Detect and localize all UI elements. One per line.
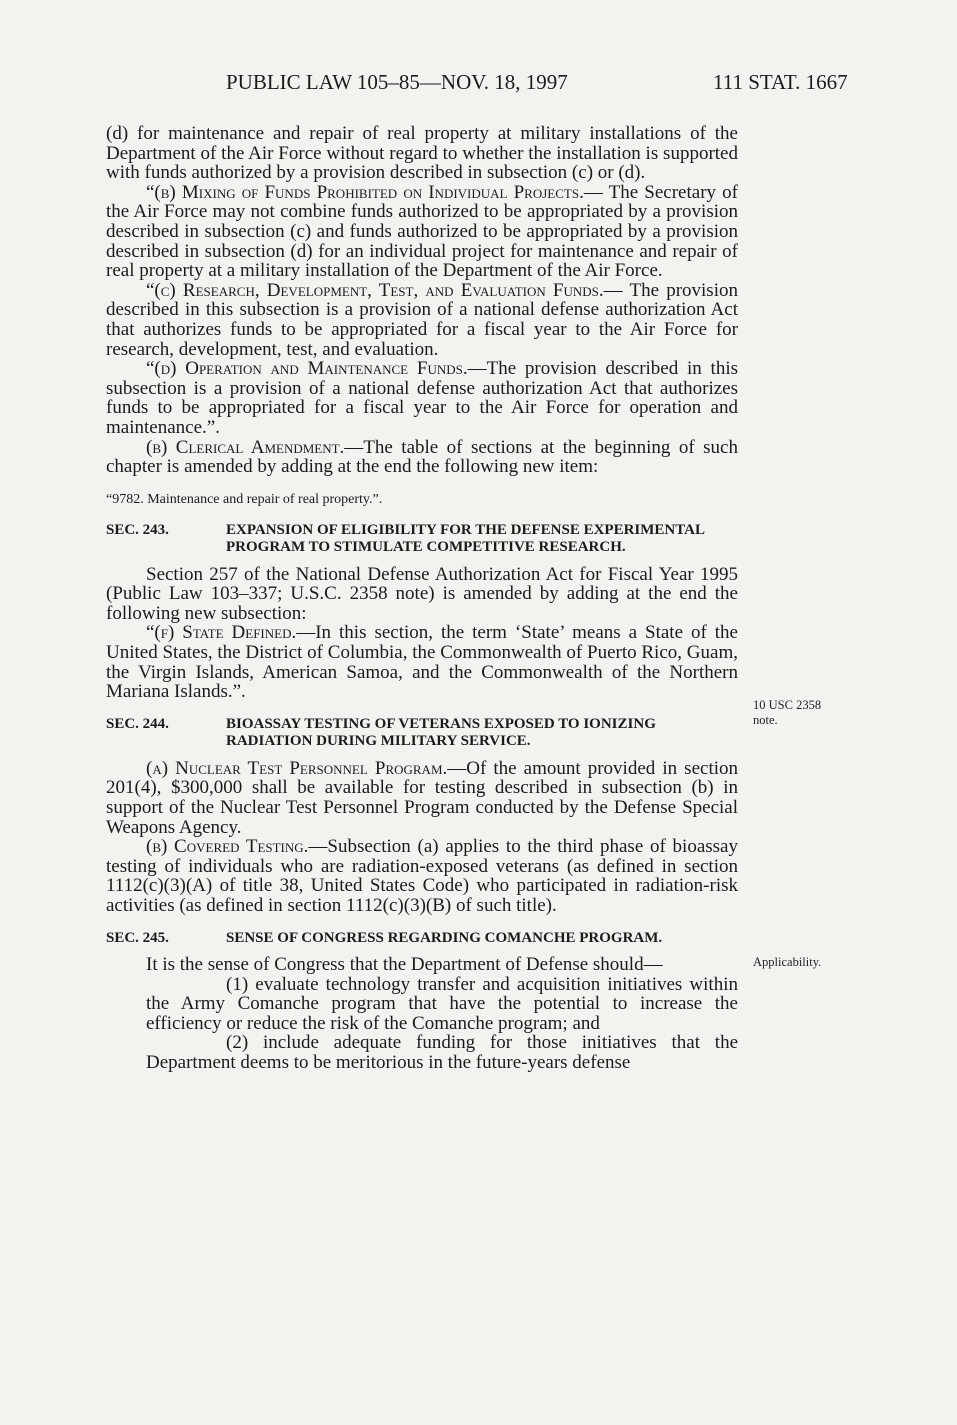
paragraph-b-mixing: [106, 183, 738, 281]
margin-note-usc-line-2: note.: [753, 712, 778, 727]
paragraph-1: (d) for maintenance and repair of real property at military installations of the Department of the Air Force without regard to whether the installation is supported with funds authorized by a provision described in subsection (c) or (d).: [106, 123, 738, 184]
subsection-heading: (b) Clerical Amendment.—: [146, 436, 364, 458]
section-number: SEC. 245.: [106, 929, 169, 946]
subsection-text: The provision described in this subsection is a provision of a national defense authorization Act that authorizes funds to be appropriated for a fiscal year to the Air Force for research, development, test, and evaluation.: [106, 279, 738, 360]
section-title: SENSE OF CONGRESS REGARDING COMANCHE PROGRAM.: [226, 929, 663, 946]
subsection-text: In this section, the term ‘State’ means a State of the United States, the District of Columbia, the Commonwealth of Puerto Rico, Guam, the Virgin Islands, American Samoa, and the Commonwealth of the Northern Mariana Islands.”.: [106, 622, 738, 703]
paragraph-sec-257: Section 257 of the National Defense Authorization Act for Fiscal Year 1995 (Public Law 103–337; U.S.C. 2358 note) is amended by adding at the end the following new subsection:: [106, 563, 738, 624]
paragraph-c-rdte: [106, 281, 738, 359]
list-item-1: (1) evaluate technology transfer and acquisition initiatives within the Army Comanche program that have the potential to increase the efficiency or reduce the risk of the Comanche program; and: [146, 973, 738, 1034]
subsection-text: Subsection (a) applies to the third phase of bioassay testing of individuals who are radiation-exposed veterans (as defined in section 1112(c)(3)(A) of title 38, United States Code) who participated in radiation-risk activities (as defined in section 1112(c)(3)(B) of such title).: [106, 836, 738, 916]
section-title: EXPANSION OF ELIGIBILITY FOR THE DEFENSE EXPERIMENTAL PROGRAM TO STIMULATE COMPETITIVE RESEARCH.: [226, 521, 705, 556]
document-body: [106, 124, 738, 1073]
subsection-heading: (b) Covered Testing.—: [146, 836, 328, 858]
paragraph-sense-of-congress: It is the sense of Congress that the Department of Defense should—: [146, 954, 663, 976]
margin-note-applicability: Applicability.: [753, 955, 822, 969]
list-item-2: (2) include adequate funding for those initiatives that the Department deems to be meritorious in the future-years defense: [146, 1032, 738, 1074]
header-stat-citation: 111 STAT. 1667: [713, 70, 848, 94]
subsection-text: Of the amount provided in section 201(4), $300,000 shall be available for testing described in subsection (b) in support of the Nuclear Test Personnel Program conducted by the Defense Special Weapons Agency.: [106, 757, 738, 838]
section-244-heading: [106, 716, 738, 751]
subsection-heading: “(b) Mixing of Funds Prohibited on Individual Projects.—: [146, 181, 603, 203]
table-of-sections-item: “9782. Maintenance and repair of real property.”.: [106, 491, 383, 507]
subsection-heading: “(f) State Defined.—: [146, 622, 316, 644]
section-title: BIOASSAY TESTING OF VETERANS EXPOSED TO IONIZING RADIATION DURING MILITARY SERVICE.: [226, 715, 656, 750]
section-243-heading: [106, 522, 738, 557]
paragraph-nuclear-test: [106, 759, 738, 837]
subsection-text: The provision described in this subsection is a provision of a national defense authorization Act that authorizes funds to be appropriated for a fiscal year to the Air Force for operation and maintenance.”.: [106, 358, 738, 438]
margin-note-usc: [753, 698, 821, 727]
paragraph-covered-testing: [106, 837, 738, 915]
subsection-heading: “(c) Research, Development, Test, and Evaluation Funds.—: [146, 279, 623, 301]
subsection-text: The Secretary of the Air Force may not combine funds authorized to be appropriated by a provision described in subsection (c) and funds authorized to be appropriated by a provision described in subsection (d) for an individual project for maintenance and repair of real property at a military installation of the Department of the Air Force.: [106, 181, 738, 282]
subsection-heading: (a) Nuclear Test Personnel Program.—: [146, 757, 467, 779]
subsection-text: The table of sections at the beginning of such chapter is amended by adding at the end the following new item:: [106, 436, 738, 478]
page-header: [0, 70, 957, 102]
paragraph-d-om: [106, 359, 738, 437]
section-245-heading: [106, 930, 738, 948]
margin-note-usc-line-1: 10 USC 2358: [753, 698, 822, 712]
paragraph-clerical: [106, 438, 738, 477]
subsection-heading: “(d) Operation and Maintenance Funds.—: [146, 358, 487, 380]
section-number: SEC. 243.: [106, 521, 169, 538]
paragraph-state-defined: [106, 623, 738, 701]
header-title: PUBLIC LAW 105–85—NOV. 18, 1997: [226, 70, 568, 94]
section-number: SEC. 244.: [106, 715, 169, 732]
